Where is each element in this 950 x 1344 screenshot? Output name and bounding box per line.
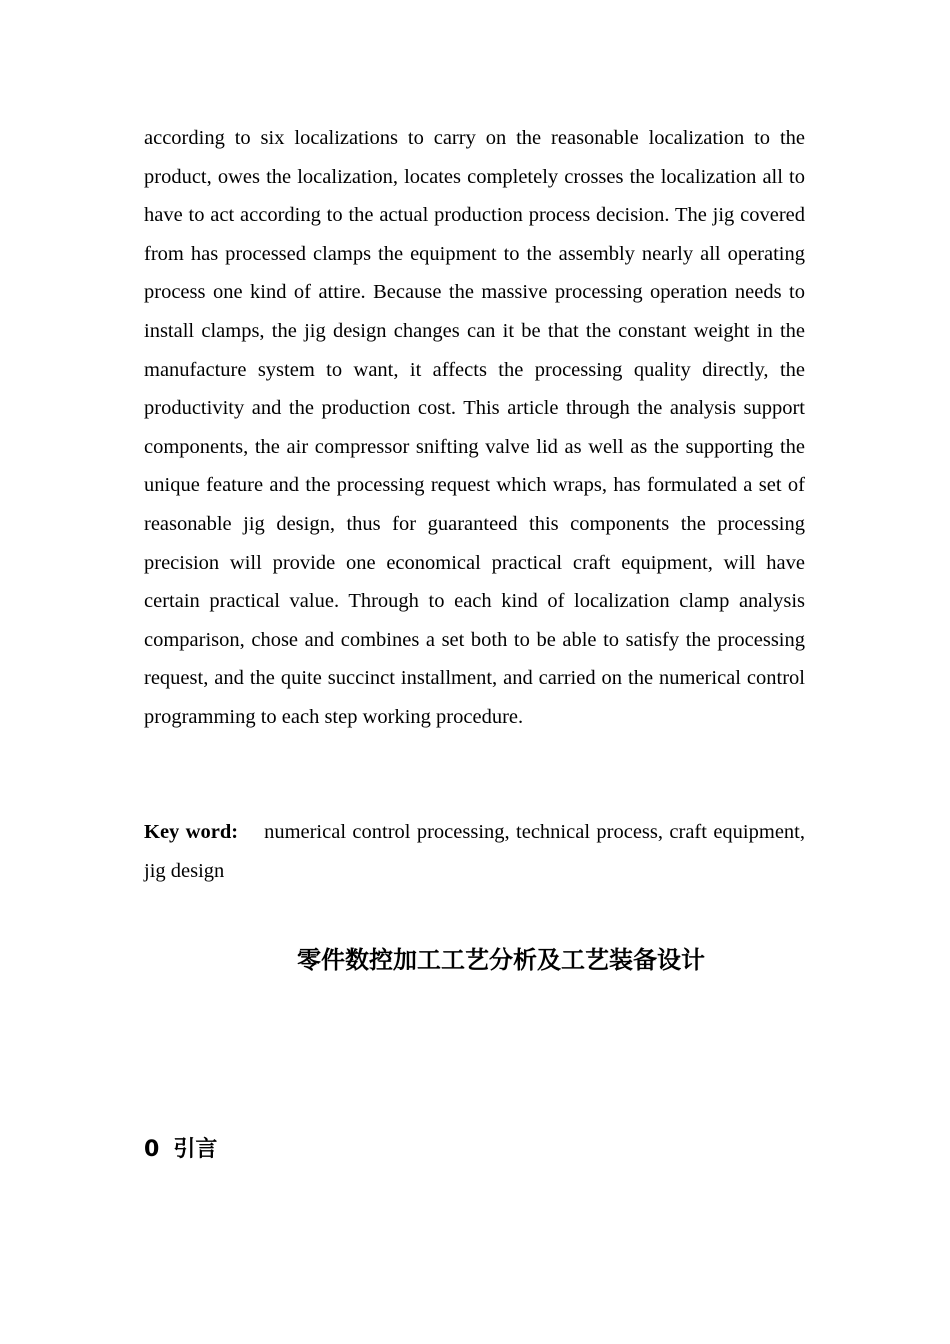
section-title: 引言 <box>173 1137 218 1162</box>
section-heading <box>144 1132 217 1168</box>
abstract-paragraph: according to six localizations to carry on the reasonable localization to the product, owes the localization, locates completely crosses the localization all to have to act according to the actual production process decision. The jig covered from has processed clamps the equipment to the assembly nearly all operating process one kind of attire. Because the massive processing operation needs to install clamps, the jig design changes can it be that the constant weight in the manufacture system to want, it affects the processing quality directly, the productivity and the production cost. This article through the analysis support components, the air compressor snifting valve lid as well as the supporting the unique feature and the processing request which wraps, has formulated a set of reasonable jig design, thus for guaranteed this components the processing precision will provide one economical practical craft equipment, will have certain practical value. Through to each kind of localization clamp analysis comparison, chose and combines a set both to be able to satisfy the processing request, and the quite succinct installment, and carried on the numerical control programming to each step working procedure. <box>144 127 805 728</box>
section-number: 0 <box>144 1137 160 1162</box>
keywords-text: numerical control processing, technical process, craft equipment, jig design <box>144 821 805 882</box>
keywords-paragraph <box>144 813 805 890</box>
keywords-label: Key word: <box>144 821 239 843</box>
chinese-title: 零件数控加工工艺分析及工艺装备设计 <box>297 946 705 974</box>
